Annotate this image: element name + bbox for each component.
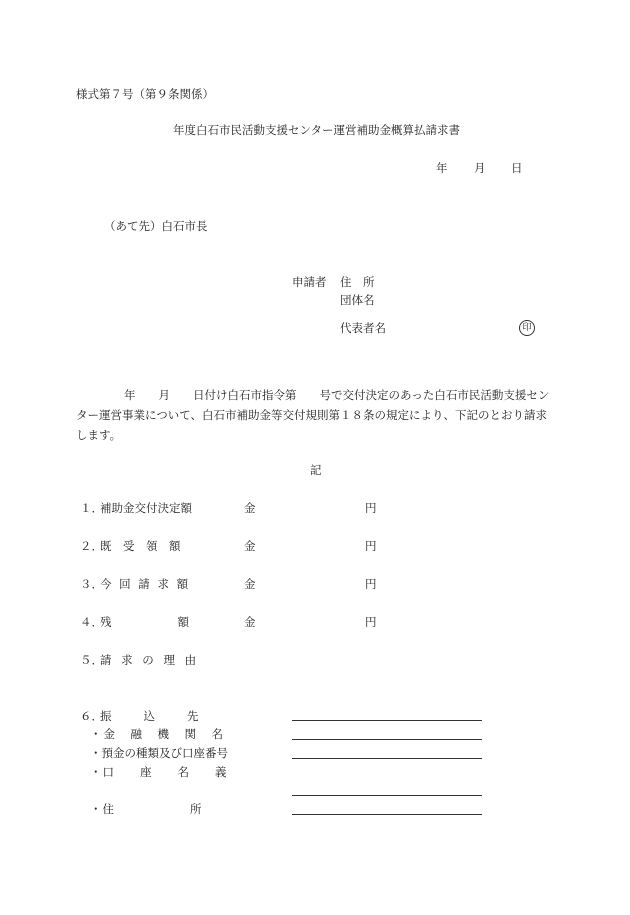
item-2-yen: 円 [365, 539, 377, 553]
account-holder-line[interactable] [292, 795, 482, 796]
item-3-label: 今 回 請 求 額 [100, 577, 191, 591]
form-number: 様式第７号（第９条関係） [76, 87, 214, 101]
item-4-number: ４． [80, 615, 103, 629]
item-3-number: ３． [80, 577, 103, 591]
item-1-label: 補助金交付決定額 [100, 501, 192, 515]
item-3-yen: 円 [365, 577, 377, 591]
account-type-label: ・預金の種類及び口座番号 [90, 746, 228, 760]
holder-address-label: ・住 所 [90, 802, 203, 816]
item-1-yen: 円 [365, 501, 377, 515]
transfer-line[interactable] [292, 720, 482, 721]
transfer-number: ６． [80, 709, 103, 723]
transfer-label: 振 込 先 [100, 709, 202, 723]
account-number-line[interactable] [292, 758, 482, 759]
document-title: 年度白石市民活動支援センター運営補助金概算払請求書 [173, 123, 461, 137]
reason-number: ５． [80, 653, 103, 667]
applicant-address-label: 住 所 [340, 275, 375, 289]
bank-name-line[interactable] [292, 739, 482, 740]
body-text: 年 月 日付け白石市指令第 号で交付決定のあった白石市民活動支援センター運営事業について、白石市補助金等交付規則第１８条の規定により、下記のとおり請求します。 [76, 388, 550, 442]
item-3-kin: 金 [244, 577, 256, 591]
bank-name-label: ・金 融 機 関 名 [90, 727, 225, 741]
applicant-representative-label: 代表者名 [340, 321, 386, 335]
holder-address-line[interactable] [292, 814, 482, 815]
item-2-label: 既 受 領 額 [100, 539, 181, 553]
date-year: 年 [436, 161, 448, 175]
item-1-number: １． [80, 501, 103, 515]
item-2-number: ２． [80, 539, 103, 553]
item-4-yen: 円 [365, 615, 377, 629]
date-month: 月 [474, 161, 486, 175]
seal-mark: 印 [519, 320, 535, 336]
item-4-kin: 金 [244, 615, 256, 629]
item-4-label: 残 額 [100, 615, 193, 629]
reason-label: 請 求 の 理 由 [100, 653, 200, 667]
addressee: （あて先）白石市長 [104, 219, 208, 233]
ki-heading: 記 [310, 463, 322, 477]
date-day: 日 [511, 161, 523, 175]
account-holder-label: ・口 座 名 義 [90, 765, 228, 779]
applicant-label: 申請者 [292, 275, 327, 289]
applicant-group-label: 団体名 [340, 293, 375, 307]
item-1-kin: 金 [244, 501, 256, 515]
item-2-kin: 金 [244, 539, 256, 553]
